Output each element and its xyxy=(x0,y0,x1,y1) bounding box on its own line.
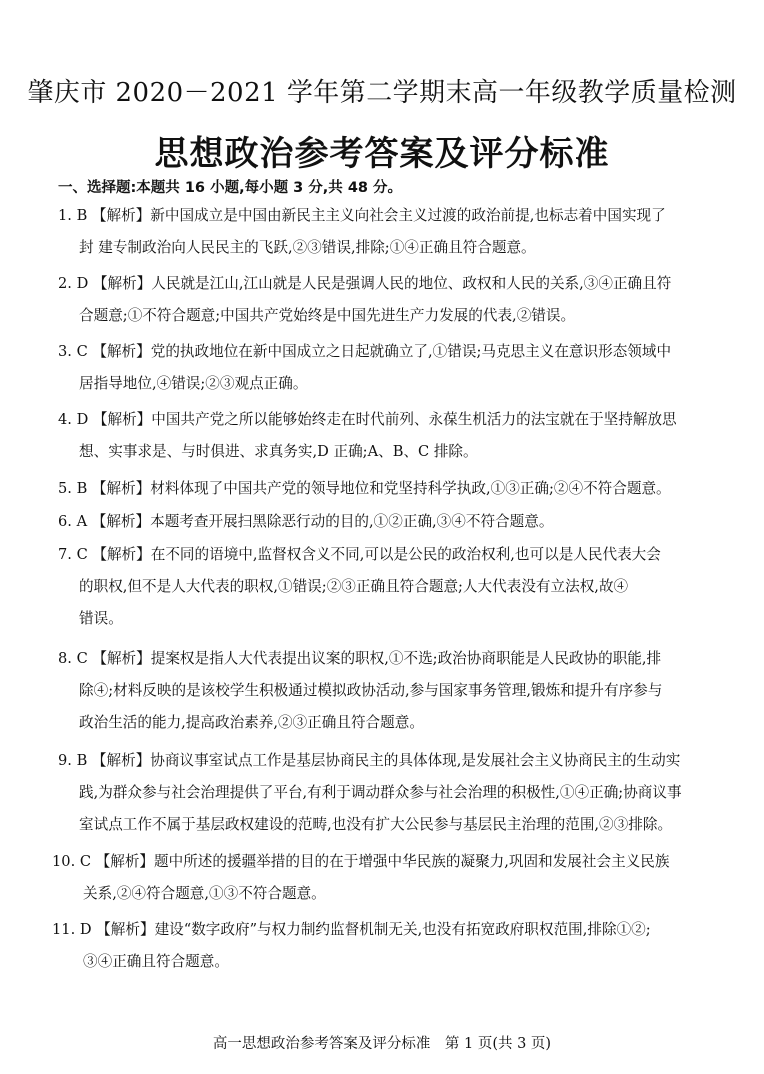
answer-line: 2. D 【解析】人民就是江山,江山就是人民是强调人民的地位、政权和人民的关系,③④正确且符 xyxy=(58,275,672,292)
answer-item-5 xyxy=(58,473,671,505)
answer-line: 封 建专制政治向人民民主的飞跃,②③错误,排除;①④正确且符合题意。 xyxy=(79,239,536,256)
answer-line: 合题意;①不符合题意;中国共产党始终是中国先进生产力发展的代表,②错误。 xyxy=(79,307,576,324)
answer-item-7 xyxy=(58,539,661,635)
document-subtitle: 思想政治参考答案及评分标准 xyxy=(154,134,610,174)
answer-line: 1. B 【解析】新中国成立是中国由新民主主义向社会主义过渡的政治前提,也标志着中国实现了 xyxy=(58,207,666,224)
answer-line: 关系,②④符合题意,①③不符合题意。 xyxy=(83,885,326,902)
answer-item-9 xyxy=(58,745,682,841)
answer-line: 11. D 【解析】建设“数字政府”与权力制约监督机制无关,也没有拓宽政府职权范围,排除①②; xyxy=(52,921,651,938)
answer-item-3 xyxy=(58,336,671,400)
answer-line: 想、实事求是、与时俱进、求真务实,D 正确;A、B、C 排除。 xyxy=(79,443,478,460)
answer-item-1 xyxy=(58,200,666,264)
answer-line: 6. A 【解析】本题考查开展扫黑除恶行动的目的,①②正确,③④不符合题意。 xyxy=(58,513,554,530)
answer-item-10 xyxy=(52,846,669,910)
answer-line: 7. C 【解析】在不同的语境中,监督权含义不同,可以是公民的政治权利,也可以是人民代表大会 xyxy=(58,546,661,563)
answer-line: 8. C 【解析】提案权是指人大代表提出议案的职权,①不选;政治协商职能是人民政协的职能,排 xyxy=(58,650,662,667)
answer-line: 错误。 xyxy=(79,610,123,627)
answer-line: 5. B 【解析】材料体现了中国共产党的领导地位和党坚持科学执政,①③正确;②④不符合题意。 xyxy=(58,480,671,497)
answer-item-2 xyxy=(58,268,671,332)
answer-line: 3. C 【解析】党的执政地位在新中国成立之日起就确立了,①错误;马克思主义在意识形态领域中 xyxy=(58,343,672,360)
answer-line: 9. B 【解析】协商议事室试点工作是基层协商民主的具体体现,是发展社会主义协商民主的生动实 xyxy=(58,752,681,769)
answer-line: 政治生活的能力,提高政治素养,②③正确且符合题意。 xyxy=(79,714,424,731)
answer-line: ③④正确且符合题意。 xyxy=(83,953,229,970)
answer-line: 居指导地位,④错误;②③观点正确。 xyxy=(79,375,308,392)
answer-item-6 xyxy=(58,506,553,538)
answer-line: 室试点工作不属于基层政权建设的范畴,也没有扩大公民参与基层民主治理的范围,②③排除。 xyxy=(79,816,673,833)
page-footer: 高一思想政治参考答案及评分标准 第 1 页(共 3 页) xyxy=(212,1036,552,1052)
section-heading: 一、选择题:本题共 16 小题,每小题 3 分,共 48 分。 xyxy=(58,180,403,196)
answer-line: 的职权,但不是人大代表的职权,①错误;②③正确且符合题意;人大代表没有立法权,故④ xyxy=(79,578,629,595)
answer-line: 除④;材料反映的是该校学生积极通过模拟政协活动,参与国家事务管理,锻炼和提升有序参与 xyxy=(79,682,663,699)
answer-line: 4. D 【解析】中国共产党之所以能够始终走在时代前列、永葆生机活力的法宝就在于坚持解放思 xyxy=(58,411,677,428)
exam-title: 肇庆市 2020－2021 学年第二学期末高一年级教学质量检测 xyxy=(27,78,737,108)
answer-item-4 xyxy=(58,404,677,468)
answer-line: 10. C 【解析】题中所述的援疆举措的目的在于增强中华民族的凝聚力,巩固和发展社会主义民族 xyxy=(52,853,670,870)
answer-line: 践,为群众参与社会治理提供了平台,有利于调动群众参与社会治理的积极性,①④正确;协商议事 xyxy=(79,784,682,801)
answer-item-11 xyxy=(52,914,651,978)
answer-item-8 xyxy=(58,643,662,739)
